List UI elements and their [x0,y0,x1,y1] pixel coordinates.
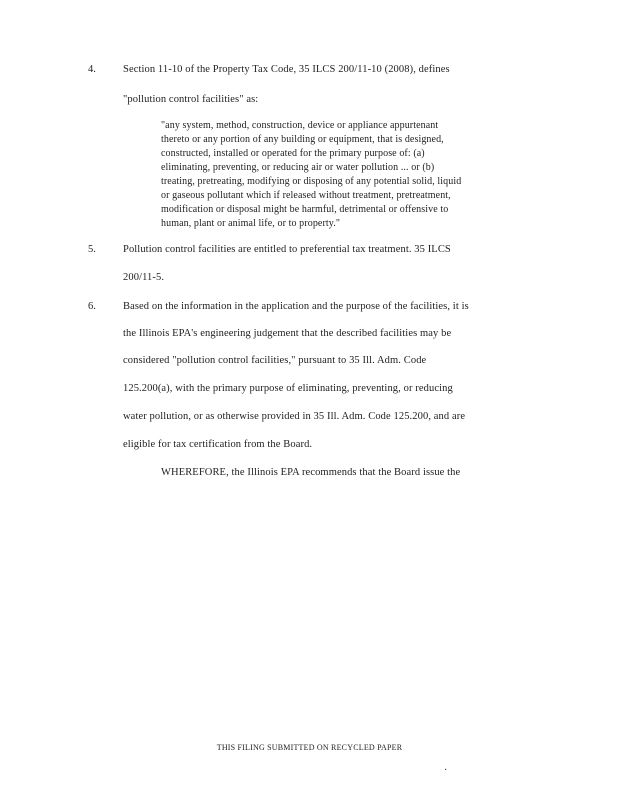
item-6-line-2: the Illinois EPA's engineering judgement that the described facilities may be [123,328,452,339]
page-mark: · [444,765,448,776]
quote-line-4: eliminating, preventing, or reducing air or water pollution ... or (b) [161,162,435,173]
item-6-number: 6. [88,301,96,312]
quote-line-6: or gaseous pollutant which if released without treatment, pretreatment, [161,190,451,201]
item-5-line-2: 200/11-5. [123,272,165,283]
item-4-number: 4. [88,64,96,75]
item-5-number: 5. [88,244,96,255]
item-6-line-4: 125.200(a), with the primary purpose of eliminating, preventing, or reducing [123,383,453,394]
quote-line-5: treating, pretreating, modifying or disposing of any potential solid, liquid [161,176,462,187]
item-5-line-1: Pollution control facilities are entitled to preferential tax treatment. 35 ILCS [123,244,451,255]
quote-line-1: "any system, method, construction, device or appliance appurtenant [161,120,439,131]
quote-line-2: thereto or any portion of any building or equipment, that is designed, [161,134,444,145]
item-6-line-3: considered "pollution control facilities," pursuant to 35 Ill. Adm. Code [123,355,427,366]
item-6-line-1: Based on the information in the application and the purpose of the facilities, it is [123,301,469,312]
item-6-line-6: eligible for tax certification from the Board. [123,439,313,450]
recycled-paper-footer: THIS FILING SUBMITTED ON RECYCLED PAPER [216,743,403,752]
quote-line-7: modification or disposal might be harmful, detrimental or offensive to [161,204,449,215]
quote-line-8: human, plant or animal life, or to property." [161,218,340,229]
item-4-line-1: Section 11-10 of the Property Tax Code, 35 ILCS 200/11-10 (2008), defines [123,64,450,75]
quote-line-3: constructed, installed or operated for the primary purpose of: (a) [161,148,425,159]
item-6-line-5: water pollution, or as otherwise provided in 35 Ill. Adm. Code 125.200, and are [123,411,466,422]
item-4-line-2: "pollution control facilities" as: [123,94,259,105]
closing-line: WHEREFORE, the Illinois EPA recommends that the Board issue the [161,467,461,478]
